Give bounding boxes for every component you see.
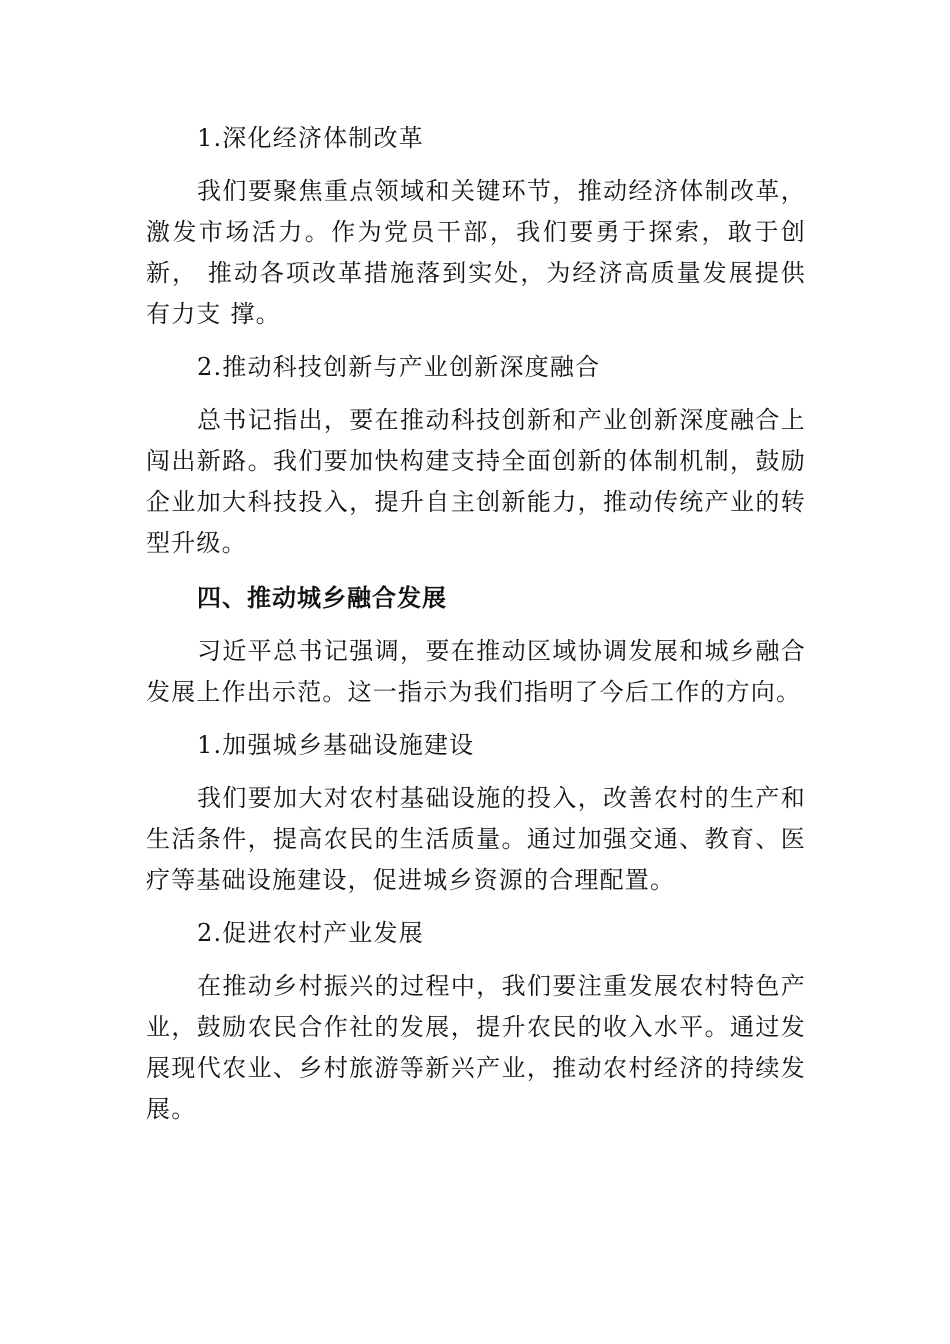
paragraph-regional-coordination: 习近平总书记强调，要在推动区域协调发展和城乡融合发展上作出示范。这一指示为我们指明了今后工作的方向。 bbox=[146, 637, 806, 706]
document-body bbox=[146, 118, 806, 1130]
paragraph-rural-industry: 在推动乡村振兴的过程中，我们要注重发展农村特色产业，鼓励农民合作社的发展，提升农民的收入水平。通过发展现代农业、乡村旅游等新兴产业，推动农村经济的持续发展。 bbox=[146, 972, 806, 1123]
paragraph-tech-innovation: 总书记指出，要在推动科技创新和产业创新深度融合上闯出新路。我们要加快构建支持全面创新的体制机制，鼓励企业加大科技投入，提升自主创新能力，推动传统产业的转型升级。 bbox=[146, 406, 806, 557]
paragraph-infrastructure: 我们要加大对农村基础设施的投入，改善农村的生产和生活条件，提高农民的生活质量。通过加强交通、教育、医疗等基础设施建设，促进城乡资源的合理配置。 bbox=[146, 784, 806, 894]
subheading-rural-industry: 2.促进农村产业发展 bbox=[197, 919, 424, 947]
subheading-infrastructure: 1.加强城乡基础设施建设 bbox=[197, 731, 475, 759]
paragraph-economic-reform: 我们要聚焦重点领域和关键环节，推动经济体制改革，激发市场活力。作为党员干部，我们要勇于探索，敢于创新， 推动各项改革措施落到实处，为经济高质量发展提供有力支 撑。 bbox=[146, 177, 806, 328]
section-heading-urban-rural-integration: 四、推动城乡融合发展 bbox=[197, 584, 447, 612]
subheading-tech-industry-integration: 2.推动科技创新与产业创新深度融合 bbox=[197, 353, 601, 381]
subheading-deepen-economic-reform: 1.深化经济体制改革 bbox=[197, 124, 424, 152]
